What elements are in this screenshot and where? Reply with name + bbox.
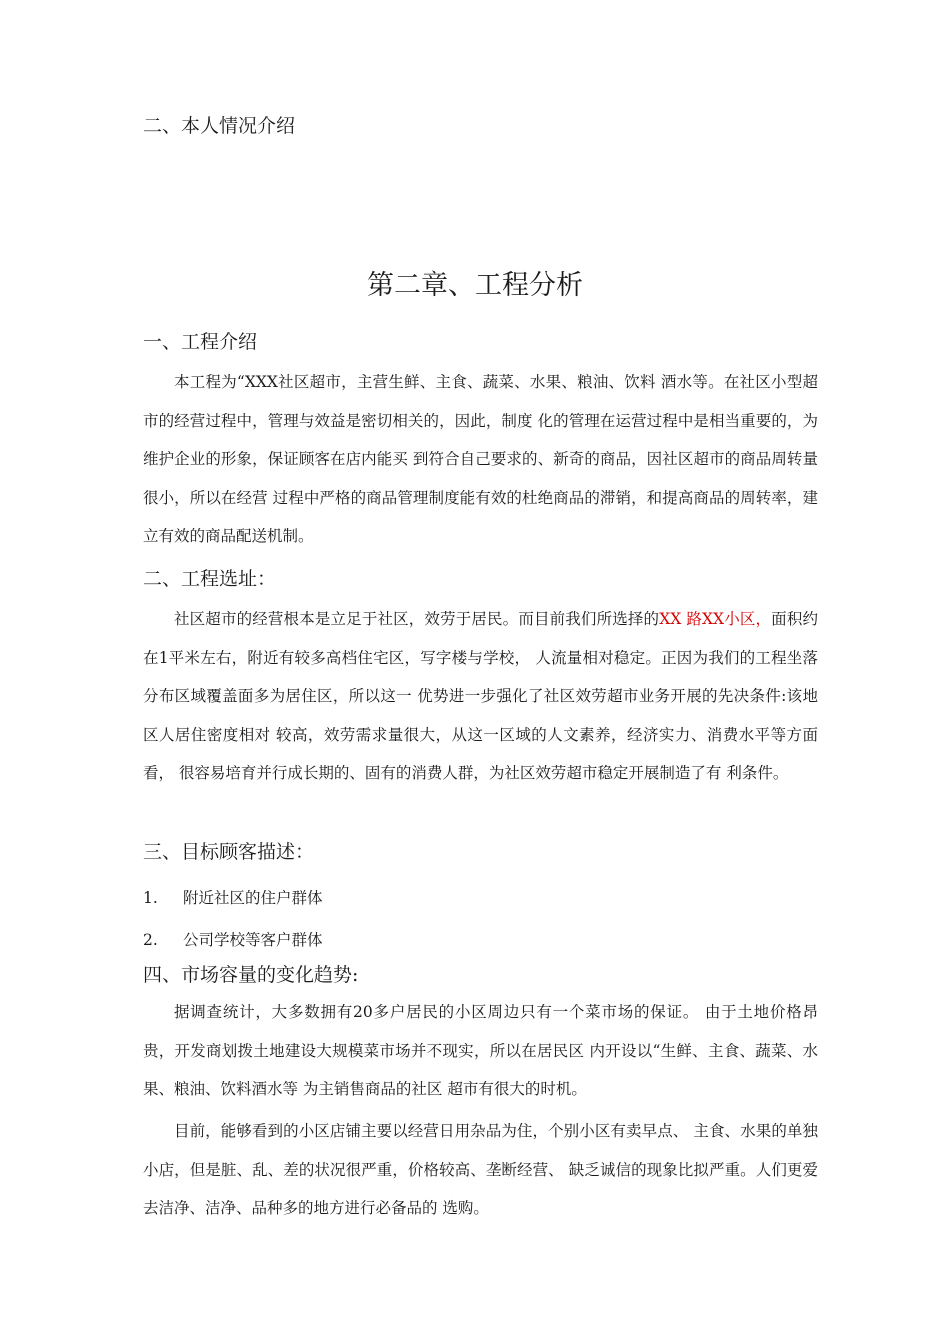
list-item — [143, 886, 323, 910]
list-item — [143, 928, 323, 952]
list-item-number: 2. — [143, 931, 158, 949]
section-heading-self-intro: 二、本人情况介绍 — [143, 115, 296, 137]
list-item-text: 附近社区的住户群体 — [183, 889, 323, 907]
chapter-title: 第二章、工程分析 — [367, 270, 583, 301]
paragraph-project-intro: 本工程为“XXX社区超市，主营生鲜、主食、蔬菜、水果、粮油、饮料 酒水等。在社区小型超市的经营过程中，管理与效益是密切相关的，因此，制度 化的管理在运营过程中是相当重要的，为维护企业的形象，保证顾客在店内能买 到符合自己要求的、新奇的商品，因社区超市的商品周转量很小，所以在经营 过程中严格的商品管理制度能有效的杜绝商品的滞销，和提高商品的周转率，建 立有效的商品配送机制。 — [143, 373, 818, 546]
site-location-highlight: XX 路XX小区， — [659, 610, 772, 628]
paragraph-market-trend-1: 据调查统计，大多数拥有20多户居民的小区周边只有一个菜市场的保证。 由于土地价格昂贵，开发商划拨土地建设大规模菜市场并不现实，所以在居民区 内开设以“生鲜、主食、蔬菜、水果、粮油、饮料酒水等 为主销售商品的社区 超市有很大的时机。 — [143, 1003, 818, 1099]
section-heading-site-selection: 二、工程选址： — [143, 568, 277, 590]
section-heading-project-intro: 一、工程介绍 — [143, 331, 258, 353]
site-text-after: 面积约在1平米左右，附近有较多高档住宅区，写字楼与学校， 人流量相对稳定。正因为我们的工程坐落分布区域覆盖面多为居住区，所以这一 优势进一步强化了社区效劳超市业务开展的先决条件:该地区人居住密度相对 较高，效劳需求量很大，从这一区域的人文素养，经济实力、消费水平等方面看， 很容易培育并行成长期的、固有的消费人群，为社区效劳超市稳定开展制造了有 利条件。 — [143, 610, 818, 783]
list-item-number: 1. — [143, 889, 158, 907]
paragraph-market-trend-2: 目前，能够看到的小区店铺主要以经营日用杂品为住，个别小区有卖早点、 主食、水果的单独小店，但是脏、乱、差的状况很严重，价格较高、垄断经营、 缺乏诚信的现象比拟严重。人们更爱去洁净、洁净、品种多的地方进行必备品的 选购。 — [143, 1122, 818, 1218]
paragraph-site-selection — [143, 600, 818, 793]
list-item-text: 公司学校等客户群体 — [183, 931, 323, 949]
site-text-before: 社区超市的经营根本是立足于社区，效劳于居民。而目前我们所选择的 — [174, 610, 660, 628]
section-heading-target-customers: 三、目标顾客描述： — [143, 841, 315, 863]
section-heading-market-trend: 四、市场容量的变化趋势: — [143, 964, 359, 986]
